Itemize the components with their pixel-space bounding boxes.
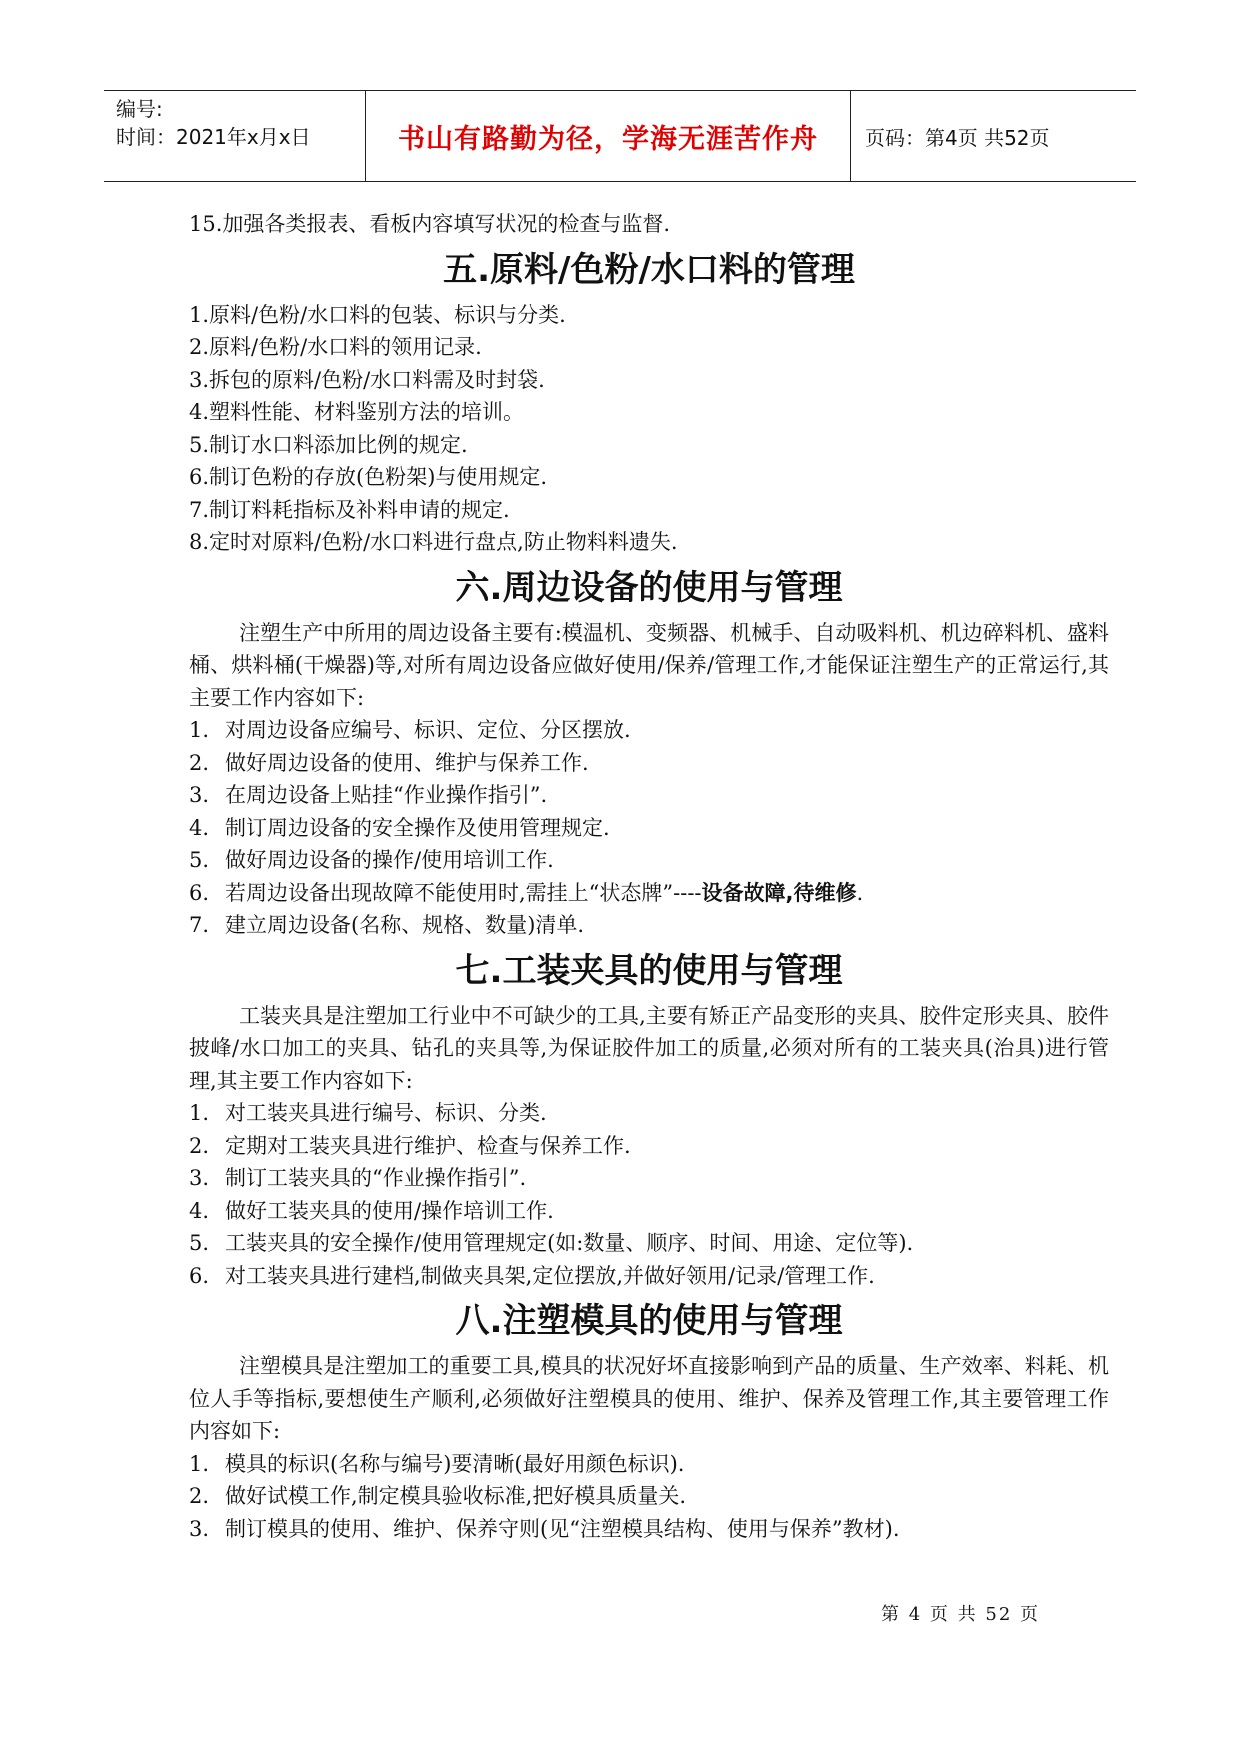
doc-number-label: 编号: [116,97,163,121]
list-text: 制订模具的使用、维护、保养守则(见“注塑模具结构、使用与保养”教材). [225,1516,900,1541]
list-number: 4. [189,815,210,840]
list-number: 5. [189,1231,210,1255]
list-item [189,877,1109,910]
list-text: 对工装夹具进行建档,制做夹具架,定位摆放,并做好领用/记录/管理工作. [225,1263,875,1288]
list-number: 3. [189,1516,210,1541]
list-text: 建立周边设备(名称、规格、数量)清单. [225,913,585,937]
list-text: 做好周边设备的使用、维护与保养工作. [225,750,589,775]
list-text: 定期对工装夹具进行维护、检查与保养工作. [225,1133,631,1158]
time-label: 时间：2021年x月x日 [116,125,311,149]
list-item [189,1195,1109,1228]
list-number: 1. [189,718,210,742]
list-item [189,714,1109,747]
list-item [189,1130,1109,1163]
list-item [189,1162,1109,1195]
section-paragraph: 注塑生产中所用的周边设备主要有:模温机、变频器、机械手、自动吸料机、机边碎料机、盛料桶、烘料桶(干燥器)等,对所有周边设备应做好使用/保养/管理工作,才能保证注塑生产的正常运行,其主要工作内容如下: [189,620,1109,710]
list-item [189,909,1109,942]
list-text: 工装夹具的安全操作/使用管理规定(如:数量、顺序、时间、用途、定位等). [225,1231,914,1255]
list-item: 1.原料/色粉/水口料的包装、标识与分类. [189,302,566,327]
list-number: 6. [189,1263,210,1288]
list-number: 2. [189,750,210,775]
list-item [189,747,1109,780]
section-paragraph: 注塑模具是注塑加工的重要工具,模具的状况好坏直接影响到产品的质量、生产效率、料耗、机位人手等指标,要想使生产顺利,必须做好注塑模具的使用、维护、保养及管理工作,其主要管理工作内容如下: [189,1354,1109,1443]
document-body [189,208,1109,1545]
header-page-info: 页码：第4页 共52页 [865,125,1050,150]
list-number: 2. [189,1484,210,1508]
list-text: 模具的标识(名称与编号)要清晰(最好用颜色标识). [225,1451,685,1476]
list-number: 5. [189,848,210,872]
list-text: 在周边设备上贴挂“作业操作指引”. [225,783,548,807]
header-meta [104,91,366,181]
list-text-bold: 设备故障,待维修 [701,880,857,905]
list-item [189,812,1109,845]
list-item [189,844,1109,877]
list-item: 6.制订色粉的存放(色粉架)与使用规定. [189,465,548,489]
list-number: 6. [189,880,210,905]
list-number: 1. [189,1451,210,1476]
list-number: 2. [189,1133,210,1158]
page-header [104,90,1136,182]
list-text: 制订周边设备的安全操作及使用管理规定. [225,815,610,840]
header-motto: 书山有路勤为径，学海无涯苦作舟 [366,91,851,181]
list-text-tail: . [856,880,864,905]
list-text: 制订工装夹具的“作业操作指引”. [225,1166,527,1190]
list-item [189,1227,1109,1260]
list-item: 4.塑料性能、材料鉴别方法的培训。 [189,400,525,424]
list-item [189,1260,1109,1293]
list-item [189,779,1109,812]
list-item: 2.原料/色粉/水口料的领用记录. [189,335,482,359]
list-text: 若周边设备出现故障不能使用时,需挂上“状态牌”---- [225,880,702,905]
page-footer: 第 4 页 共 52 页 [881,1604,1040,1625]
list-item: 7.制订料耗指标及补料申请的规定. [189,497,510,522]
list-item [189,1513,1109,1546]
list-item [189,1480,1109,1513]
list-item [189,1448,1109,1481]
list-text: 对周边设备应编号、标识、定位、分区摆放. [225,718,631,742]
list-number: 3. [189,783,210,807]
list-text: 做好周边设备的操作/使用培训工作. [225,848,554,872]
list-number: 3. [189,1166,210,1190]
list-item [189,1097,1109,1130]
list-text: 对工装夹具进行编号、标识、分类. [225,1101,547,1125]
list-number: 4. [189,1198,210,1223]
list-text: 做好工装夹具的使用/操作培训工作. [225,1198,554,1223]
intro-line: 15.加强各类报表、看板内容填写状况的检查与监督. [189,212,671,236]
section-paragraph: 工装夹具是注塑加工行业中不可缺少的工具,主要有矫正产品变形的夹具、胶件定形夹具、胶件披峰/水口加工的夹具、钻孔的夹具等,为保证胶件加工的质量,必须对所有的工装夹具(治具)进行管理,其主要工作内容如下: [189,1003,1109,1093]
list-item: 3.拆包的原料/色粉/水口料需及时封袋. [189,367,545,392]
section-title: 八.注塑模具的使用与管理 [455,1301,843,1341]
list-text: 做好试模工作,制定模具验收标准,把好模具质量关. [225,1484,687,1508]
list-item: 8.定时对原料/色粉/水口料进行盘点,防止物料料遗失. [189,530,678,554]
section-title: 七.工装夹具的使用与管理 [455,950,843,991]
section-title: 五.原料/色粉/水口料的管理 [443,249,855,290]
list-item: 5.制订水口料添加比例的规定. [189,432,468,457]
list-number: 7. [189,913,210,937]
section-title: 六.周边设备的使用与管理 [455,567,843,608]
list-number: 1. [189,1101,210,1125]
